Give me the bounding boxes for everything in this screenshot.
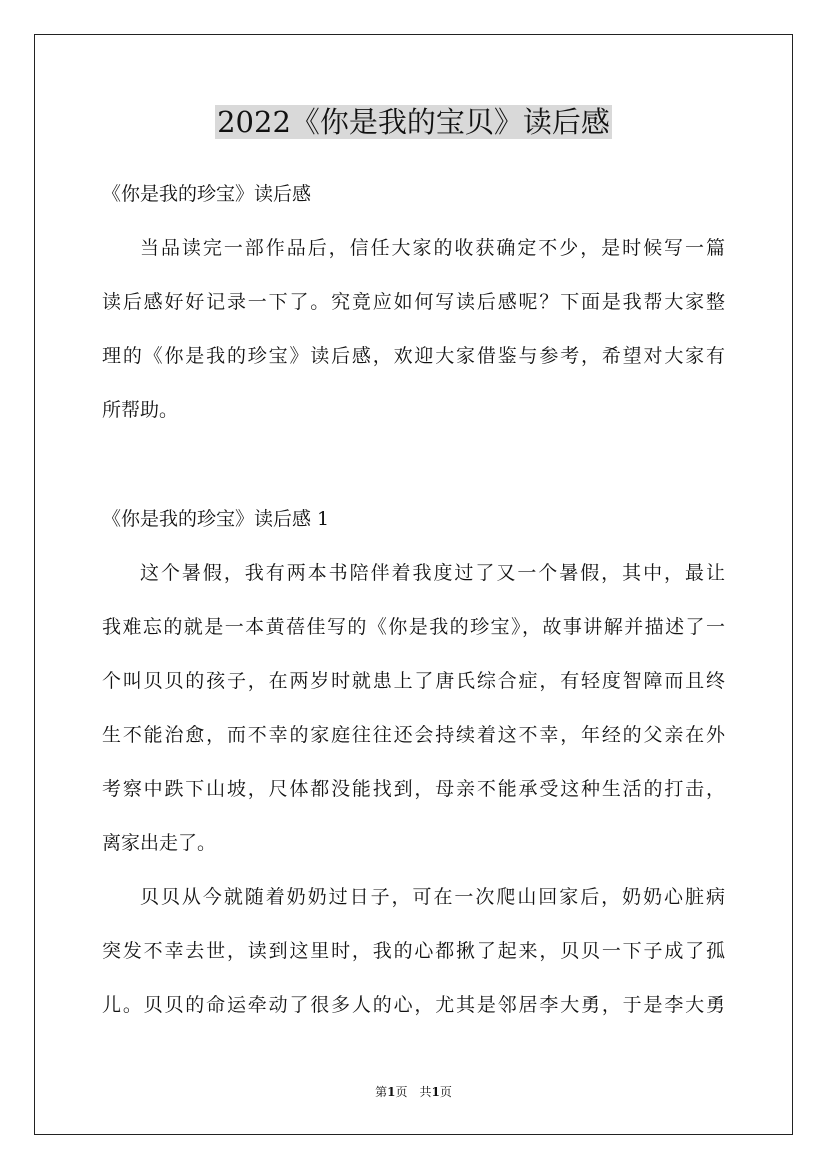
para2-line-1: 贝贝从今就随着奶奶过日子，可在一次爬山回家后，奶奶心脏病 [140, 886, 725, 908]
document-title-text: 2022《你是我的宝贝》读后感 [217, 105, 610, 139]
footer-page-number: 1 [387, 1085, 396, 1099]
para1-line-5: 考察中跌下山坡，尺体都没能找到，母亲不能承受这种生活的打击， [102, 778, 725, 800]
intro-line-3: 理的《你是我的珍宝》读后感，欢迎大家借鉴与参考，希望对大家有 [102, 345, 725, 367]
para2-line-3: 儿。贝贝的命运牵动了很多人的心，尤其是邻居李大勇，于是李大勇 [102, 994, 725, 1016]
footer-page-suffix: 页 [439, 1085, 452, 1099]
intro-line-2: 读后感好好记录一下了。究竟应如何写读后感呢？下面是我帮大家整 [102, 291, 725, 313]
subtitle: 《你是我的珍宝》读后感 [102, 183, 312, 205]
document-title [0, 102, 827, 142]
para1-line-6: 离家出走了。 [102, 832, 217, 854]
page-footer [0, 1084, 827, 1100]
para1-line-4: 生不能治愈，而不幸的家庭往往还会持续着这不幸，年经的父亲在外 [102, 724, 725, 746]
para1-line-3: 个叫贝贝的孩子，在两岁时就患上了唐氏综合症，有轻度智障而且终 [102, 670, 725, 692]
footer-page-prefix: 第 [375, 1085, 388, 1099]
footer-page-mid: 页 共 [395, 1085, 432, 1099]
intro-line-4: 所帮助。 [102, 399, 179, 421]
para2-line-2: 突发不幸去世，读到这里时，我的心都揪了起来，贝贝一下子成了孤 [102, 940, 725, 962]
footer-page-total: 1 [431, 1085, 440, 1099]
section-heading-1: 《你是我的珍宝》读后感 1 [102, 508, 330, 530]
para1-line-2: 我难忘的就是一本黄蓓佳写的《你是我的珍宝》，故事讲解并描述了一 [102, 616, 725, 638]
para1-line-1: 这个暑假，我有两本书陪伴着我度过了又一个暑假，其中，最让 [140, 562, 725, 584]
intro-line-1: 当品读完一部作品后，信任大家的收获确定不少，是时候写一篇 [140, 237, 725, 259]
